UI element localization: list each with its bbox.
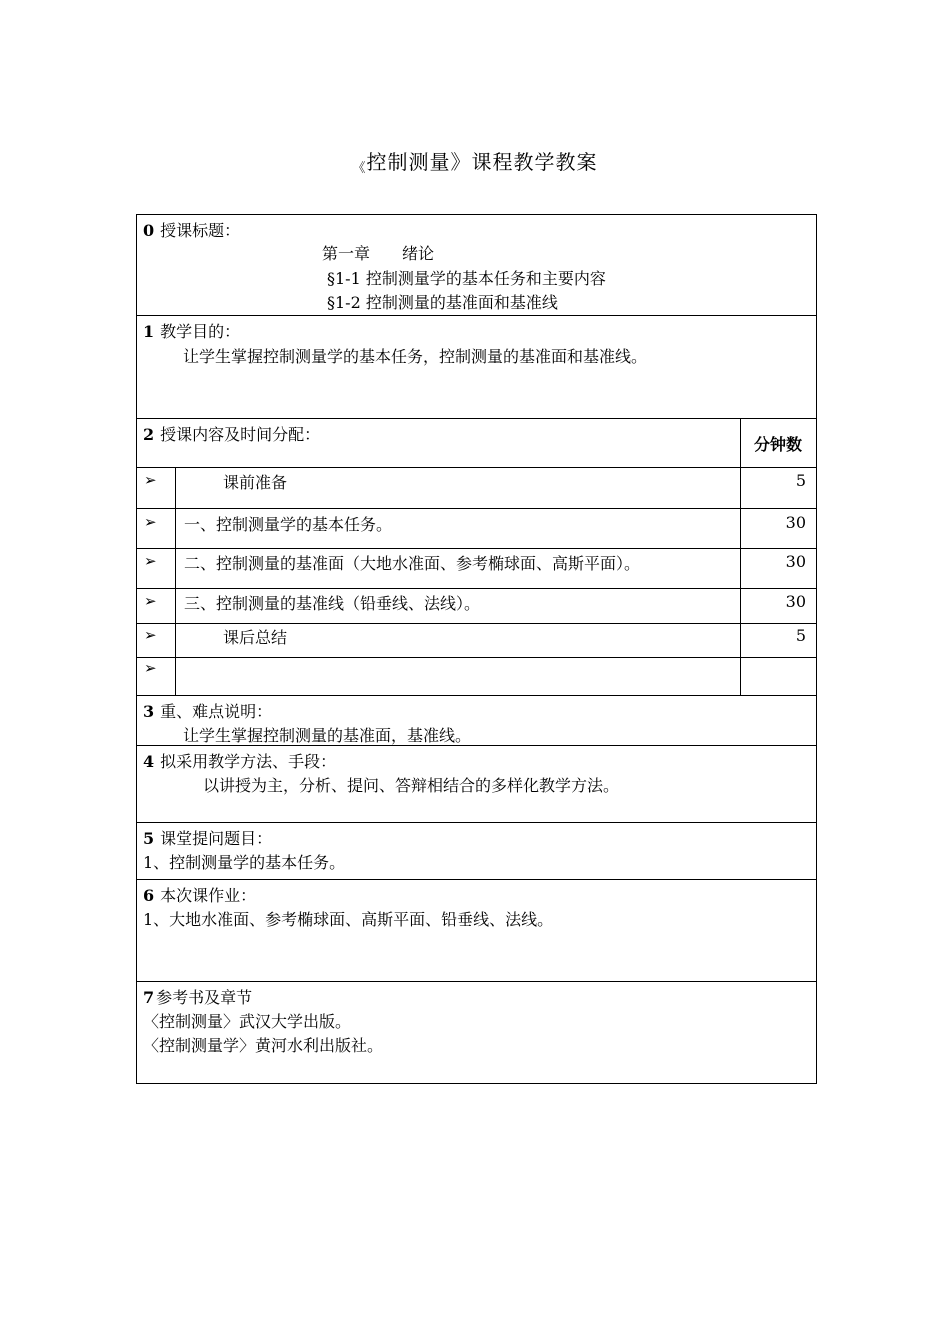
section-label: 课堂提问题目： — [160, 829, 273, 848]
title-text: 控制测量》课程教学教案 — [366, 150, 598, 174]
row-content: 二、控制测量的基准面（大地水准面、参考椭球面、高斯平面）。 — [184, 554, 641, 573]
section-heading — [143, 826, 272, 849]
section-teaching-methods — [137, 745, 816, 822]
row-content: 课前准备 — [223, 473, 288, 492]
section-key-difficulties — [137, 695, 816, 745]
row-content: 一、控制测量学的基本任务。 — [184, 515, 393, 534]
section-heading — [143, 319, 240, 342]
section-heading — [143, 218, 240, 241]
row-minutes: 5 — [795, 626, 806, 645]
section-heading — [143, 699, 272, 722]
section-label: 授课标题： — [160, 221, 241, 240]
row-content: 课后总结 — [223, 628, 288, 647]
section-label: 重、难点说明： — [160, 702, 273, 721]
table-row — [137, 508, 816, 548]
row-minutes: 30 — [785, 552, 806, 571]
section-heading — [143, 749, 336, 772]
section-label: 参考书及章节 — [156, 988, 253, 1007]
section-lecture-title — [137, 215, 816, 315]
section-number: 2 — [143, 425, 155, 444]
section-teaching-objective — [137, 315, 816, 418]
subsection-2-title: §1-2 控制测量的基准面和基准线 — [327, 293, 558, 312]
table-row — [137, 548, 816, 588]
table-row — [137, 623, 816, 657]
question-text: 1、控制测量学的基本任务。 — [143, 853, 346, 872]
subsection-1-title: §1-1 控制测量学的基本任务和主要内容 — [327, 269, 606, 288]
document-title — [0, 146, 950, 176]
arrow-bullet-icon: ➢ — [144, 626, 157, 644]
reference-item: 〈控制测量学〉黄河水利出版社。 — [143, 1036, 384, 1055]
method-text: 以讲授为主，分析、提问、答辩相结合的多样化教学方法。 — [203, 776, 620, 795]
section-homework — [137, 879, 816, 981]
table-row — [137, 588, 816, 623]
row-minutes: 30 — [785, 592, 806, 611]
section-number: 3 — [143, 702, 155, 721]
section-references — [137, 981, 816, 1083]
arrow-bullet-icon: ➢ — [144, 513, 157, 531]
title-open-quote: 《 — [352, 161, 367, 176]
table-row — [137, 467, 816, 508]
section-heading — [143, 883, 256, 906]
table-row — [137, 657, 816, 695]
lesson-plan-table — [136, 214, 817, 1084]
arrow-bullet-icon: ➢ — [144, 592, 157, 610]
section-number: 5 — [143, 829, 155, 848]
row-minutes: 5 — [795, 471, 806, 490]
difficulty-text: 让学生掌握控制测量的基准面，基准线。 — [183, 726, 472, 745]
section-heading — [143, 985, 252, 1008]
section-number: 1 — [143, 322, 155, 341]
section-label: 本次课作业： — [160, 886, 257, 905]
row-content: 三、控制测量的基准线（铅垂线、法线）。 — [184, 594, 481, 613]
section-heading — [143, 422, 320, 445]
reference-item: 〈控制测量〉武汉大学出版。 — [143, 1012, 352, 1031]
chapter-title: 第一章 绪论 — [322, 244, 435, 263]
arrow-bullet-icon: ➢ — [144, 471, 157, 489]
section-label: 教学目的： — [160, 322, 241, 341]
row-minutes: 30 — [785, 513, 806, 532]
section-label: 拟采用教学方法、手段： — [160, 752, 337, 771]
section-content-allocation — [137, 418, 816, 467]
section-number: 0 — [143, 221, 155, 240]
section-label: 授课内容及时间分配： — [160, 425, 321, 444]
arrow-bullet-icon: ➢ — [144, 659, 157, 677]
section-class-questions — [137, 822, 816, 879]
minutes-header: 分钟数 — [753, 435, 802, 454]
section-number: 4 — [143, 752, 155, 771]
section-number: 7 — [143, 988, 155, 1007]
section-number: 6 — [143, 886, 155, 905]
arrow-bullet-icon: ➢ — [144, 552, 157, 570]
objective-text: 让学生掌握控制测量学的基本任务，控制测量的基准面和基准线。 — [183, 347, 648, 366]
homework-text: 1、大地水准面、参考椭球面、高斯平面、铅垂线、法线。 — [143, 910, 554, 929]
